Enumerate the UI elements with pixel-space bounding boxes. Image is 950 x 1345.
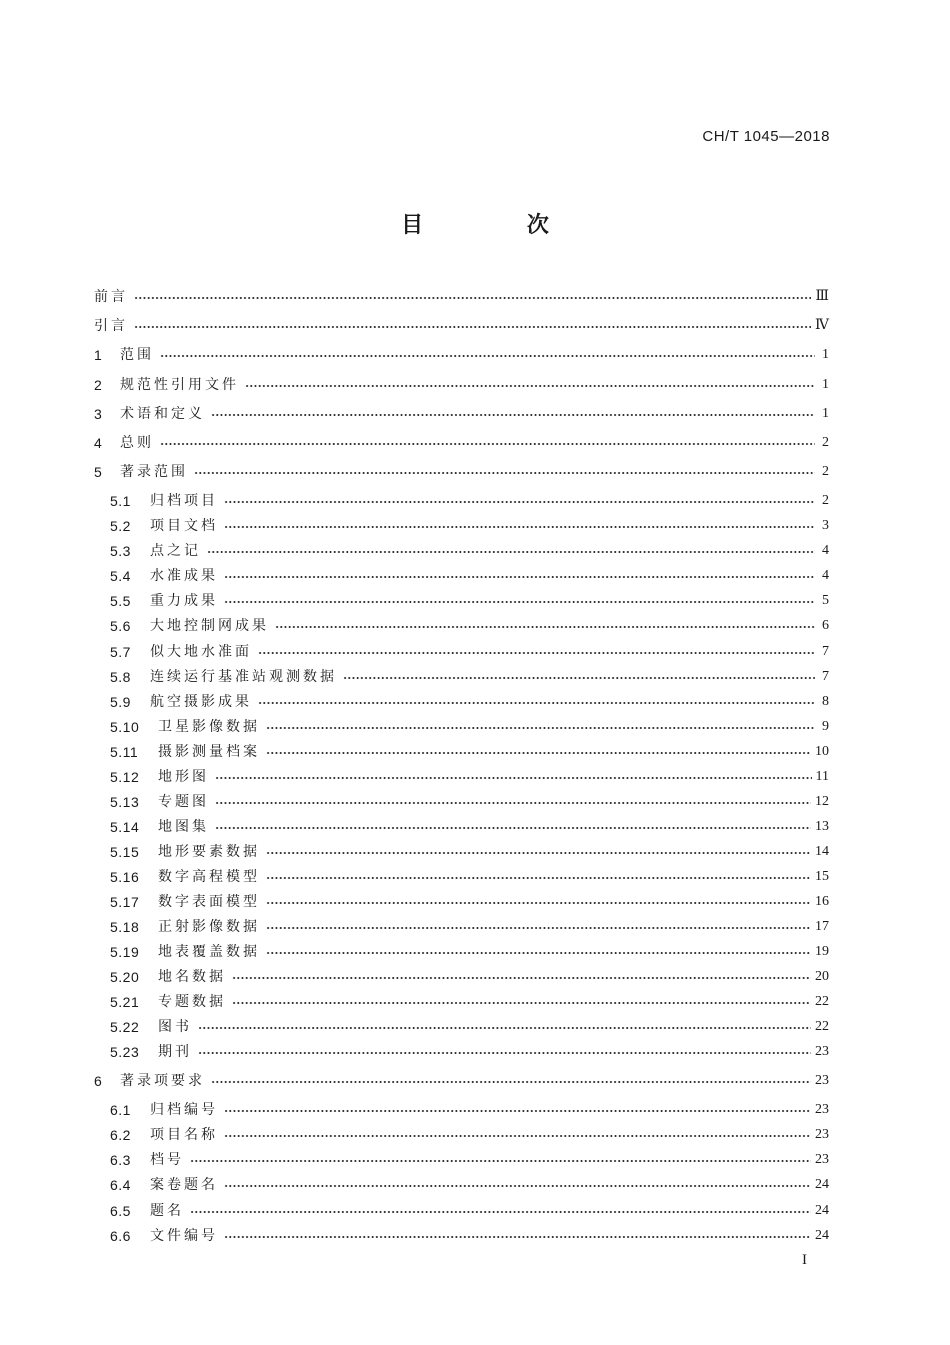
toc-entry[interactable] bbox=[110, 1225, 829, 1247]
toc-dot-leader bbox=[224, 501, 815, 503]
toc-entry-number: 2 bbox=[94, 376, 103, 393]
toc-entry-number: 6.4 bbox=[110, 1177, 131, 1194]
toc-entry-page: 5 bbox=[822, 593, 829, 609]
toc-entry-number: 5.13 bbox=[110, 793, 140, 810]
toc-dot-leader bbox=[245, 385, 815, 387]
toc-dot-leader bbox=[211, 414, 815, 416]
toc-entry-number: 5.21 bbox=[110, 994, 140, 1011]
toc-entry[interactable] bbox=[110, 841, 829, 863]
toc-entry-label: 规范性引用文件 bbox=[120, 376, 239, 393]
toc-entry-label: 著录范围 bbox=[120, 464, 188, 481]
toc-dot-leader bbox=[275, 626, 815, 628]
toc-entry[interactable] bbox=[110, 1016, 829, 1038]
toc-entry-label: 前言 bbox=[94, 289, 128, 305]
toc-entry-label: 项目名称 bbox=[150, 1127, 218, 1144]
toc-entry[interactable] bbox=[94, 461, 829, 483]
toc-dot-leader bbox=[266, 952, 811, 954]
toc-entry-number: 5.8 bbox=[110, 668, 131, 685]
toc-entry-number: 5.17 bbox=[110, 894, 140, 910]
toc-entry-number: 5.16 bbox=[110, 868, 140, 885]
toc-dot-leader bbox=[266, 927, 811, 929]
toc-entry-page: 24 bbox=[815, 1202, 829, 1218]
toc-entry-label: 地形要素数据 bbox=[158, 843, 260, 860]
toc-entry-page: 22 bbox=[815, 1019, 829, 1035]
toc-entry-number: 5.9 bbox=[110, 693, 131, 710]
toc-entry[interactable] bbox=[110, 716, 829, 738]
toc-dot-leader bbox=[198, 1027, 811, 1029]
toc-entry-page: 17 bbox=[815, 919, 829, 935]
toc-entry[interactable] bbox=[110, 941, 829, 963]
toc-dot-leader bbox=[190, 1211, 811, 1213]
toc-entry-page: 24 bbox=[815, 1177, 829, 1193]
toc-dot-leader bbox=[266, 727, 815, 729]
toc-entry-page: 19 bbox=[815, 944, 829, 960]
toc-dot-leader bbox=[160, 355, 815, 357]
toc-dot-leader bbox=[258, 702, 815, 704]
toc-entry[interactable] bbox=[94, 344, 829, 366]
toc-dot-leader bbox=[198, 1052, 811, 1054]
toc-entry[interactable] bbox=[94, 403, 829, 425]
toc-dot-leader bbox=[224, 576, 815, 578]
toc-dot-leader bbox=[211, 1081, 811, 1083]
toc-entry-page: 23 bbox=[815, 1044, 829, 1060]
toc-entry[interactable] bbox=[110, 1174, 829, 1196]
toc-entry[interactable] bbox=[110, 866, 829, 888]
toc-entry-page: 23 bbox=[815, 1127, 829, 1143]
toc-entry-label: 连续运行基准站观测数据 bbox=[150, 668, 337, 685]
toc-entry-page: 7 bbox=[822, 643, 829, 659]
toc-entry-label: 水准成果 bbox=[150, 568, 218, 585]
toc-entry[interactable] bbox=[110, 490, 829, 512]
toc-dot-leader bbox=[194, 472, 815, 474]
toc-entry-page: 16 bbox=[815, 894, 829, 909]
toc-entry[interactable] bbox=[110, 891, 829, 913]
toc-entry-number: 5.20 bbox=[110, 969, 140, 986]
toc-entry-page: 24 bbox=[815, 1227, 829, 1243]
toc-entry-number: 6.3 bbox=[110, 1152, 131, 1169]
toc-dot-leader bbox=[224, 1185, 811, 1187]
toc-entry-label: 题名 bbox=[150, 1202, 184, 1219]
toc-entry-number: 5.10 bbox=[110, 718, 140, 735]
toc-entry-label: 案卷题名 bbox=[150, 1177, 218, 1194]
toc-entry[interactable] bbox=[110, 565, 829, 587]
toc-entry-page: 23 bbox=[815, 1102, 829, 1118]
toc-entry-number: 6 bbox=[94, 1073, 103, 1090]
toc-entry-number: 5.18 bbox=[110, 919, 140, 936]
toc-dot-leader bbox=[232, 977, 811, 979]
toc-entry[interactable] bbox=[110, 1041, 829, 1063]
toc-entry-label: 数字高程模型 bbox=[158, 868, 260, 885]
toc-dot-leader bbox=[224, 526, 815, 528]
toc-entry-page: 14 bbox=[815, 843, 829, 859]
toc-entry[interactable] bbox=[110, 615, 829, 637]
toc-entry-page: 1 bbox=[822, 347, 829, 363]
toc-entry[interactable] bbox=[94, 432, 829, 454]
toc-entry-page: Ⅳ bbox=[815, 318, 829, 334]
toc-entry-page: 9 bbox=[822, 718, 829, 734]
toc-entry-label: 术语和定义 bbox=[120, 405, 205, 422]
toc-entry-label: 专题数据 bbox=[158, 994, 226, 1011]
toc-entry[interactable] bbox=[110, 966, 829, 988]
toc-dot-leader bbox=[224, 1236, 811, 1238]
toc-entry-label: 卫星影像数据 bbox=[158, 718, 260, 735]
toc-entry-page: 2 bbox=[822, 493, 829, 509]
toc-dot-leader bbox=[266, 852, 811, 854]
toc-dot-leader bbox=[190, 1160, 811, 1162]
standard-code: CH/T 1045—2018 bbox=[702, 128, 830, 145]
toc-entry-number: 5.22 bbox=[110, 1019, 140, 1036]
toc-entry-number: 5.19 bbox=[110, 944, 140, 961]
toc-entry-page: 12 bbox=[815, 793, 829, 809]
toc-entry-number: 5.15 bbox=[110, 843, 140, 860]
toc-entry-label: 点之记 bbox=[150, 543, 201, 560]
toc-entry[interactable] bbox=[110, 515, 829, 537]
toc-entry-page: 4 bbox=[822, 543, 829, 559]
toc-entry[interactable] bbox=[110, 691, 829, 713]
toc-entry-page: 13 bbox=[815, 818, 829, 834]
toc-entry-page: 22 bbox=[815, 994, 829, 1010]
toc-dot-leader bbox=[215, 827, 811, 829]
toc-entry-label: 地表覆盖数据 bbox=[158, 944, 260, 961]
toc-entry-page: 1 bbox=[822, 376, 829, 392]
toc-entry[interactable] bbox=[110, 1149, 829, 1171]
toc-entry-label: 似大地水准面 bbox=[150, 643, 252, 660]
toc-entry-number: 5.23 bbox=[110, 1044, 140, 1061]
toc-entry-page: 2 bbox=[822, 464, 829, 480]
toc-entry-label: 归档项目 bbox=[150, 493, 218, 510]
toc-entry-number: 5.11 bbox=[110, 743, 139, 760]
toc-entry-label: 文件编号 bbox=[150, 1227, 218, 1244]
toc-entry-number: 5.14 bbox=[110, 818, 140, 835]
toc-entry-page: 23 bbox=[815, 1073, 829, 1089]
toc-entry-page: 2 bbox=[822, 435, 829, 450]
toc-entry[interactable] bbox=[110, 766, 829, 788]
toc-entry-label: 地形图 bbox=[158, 768, 209, 785]
toc-entry-number: 5.1 bbox=[110, 493, 131, 510]
toc-entry-number: 5 bbox=[94, 464, 103, 481]
toc-entry-number: 5.12 bbox=[110, 768, 140, 785]
toc-entry[interactable] bbox=[110, 791, 829, 813]
toc-entry-label: 著录项要求 bbox=[120, 1073, 205, 1090]
toc-entry[interactable] bbox=[110, 1099, 829, 1121]
table-of-contents bbox=[94, 0, 829, 1345]
page-number: I bbox=[802, 1252, 807, 1268]
toc-entry-label: 航空摄影成果 bbox=[150, 693, 252, 710]
toc-entry-page: 1 bbox=[822, 405, 829, 421]
toc-entry[interactable] bbox=[110, 641, 829, 663]
page-title: 目 次 bbox=[401, 213, 597, 238]
toc-entry[interactable] bbox=[94, 315, 829, 337]
toc-entry-number: 5.4 bbox=[110, 568, 131, 585]
toc-entry-number: 6.5 bbox=[110, 1202, 131, 1219]
toc-dot-leader bbox=[266, 902, 811, 904]
toc-entry-label: 项目文档 bbox=[150, 518, 218, 535]
toc-entry-label: 地名数据 bbox=[158, 969, 226, 986]
toc-entry-page: 7 bbox=[822, 668, 829, 684]
toc-dot-leader bbox=[258, 652, 815, 654]
toc-dot-leader bbox=[215, 802, 811, 804]
toc-dot-leader bbox=[224, 601, 815, 603]
toc-entry-label: 大地控制网成果 bbox=[150, 618, 269, 635]
toc-entry[interactable] bbox=[110, 590, 829, 612]
toc-entry-label: 档号 bbox=[150, 1152, 184, 1169]
toc-entry-label: 总则 bbox=[120, 435, 154, 451]
toc-entry-page: 10 bbox=[815, 743, 829, 759]
toc-entry-page: 3 bbox=[822, 518, 829, 534]
toc-entry-label: 摄影测量档案 bbox=[158, 743, 260, 760]
toc-entry-page: Ⅲ bbox=[815, 289, 829, 304]
toc-entry-label: 正射影像数据 bbox=[158, 919, 260, 936]
toc-entry[interactable] bbox=[110, 916, 829, 938]
toc-entry[interactable] bbox=[94, 374, 829, 396]
toc-entry-number: 5.5 bbox=[110, 593, 131, 610]
toc-entry-page: 4 bbox=[822, 568, 829, 584]
toc-entry-number: 1 bbox=[94, 347, 103, 364]
toc-entry[interactable] bbox=[94, 1070, 829, 1092]
toc-entry[interactable] bbox=[110, 540, 829, 562]
toc-entry-label: 引言 bbox=[94, 318, 128, 335]
toc-entry-page: 6 bbox=[822, 618, 829, 634]
toc-entry-page: 20 bbox=[815, 969, 829, 985]
toc-entry-label: 范围 bbox=[120, 347, 154, 364]
toc-entry-number: 5.2 bbox=[110, 518, 131, 535]
toc-dot-leader bbox=[160, 443, 815, 445]
toc-entry-number: 5.7 bbox=[110, 643, 131, 660]
toc-entry-number: 6.6 bbox=[110, 1227, 131, 1244]
toc-dot-leader bbox=[232, 1002, 811, 1004]
toc-entry-page: 8 bbox=[822, 693, 829, 709]
toc-dot-leader bbox=[215, 777, 812, 779]
toc-entry-page: 11 bbox=[815, 768, 829, 784]
toc-entry-label: 数字表面模型 bbox=[158, 894, 260, 910]
toc-entry[interactable] bbox=[110, 991, 829, 1013]
toc-entry-number: 5.3 bbox=[110, 543, 131, 560]
toc-entry[interactable] bbox=[110, 816, 829, 838]
toc-entry-label: 地图集 bbox=[158, 818, 209, 835]
toc-dot-leader bbox=[266, 752, 811, 754]
toc-entry-label: 期刊 bbox=[158, 1044, 192, 1061]
toc-entry-label: 重力成果 bbox=[150, 593, 218, 610]
toc-dot-leader bbox=[224, 1135, 811, 1137]
toc-entry-label: 归档编号 bbox=[150, 1102, 218, 1119]
toc-dot-leader bbox=[343, 677, 815, 679]
toc-entry-number: 6.1 bbox=[110, 1102, 131, 1119]
toc-dot-leader bbox=[134, 326, 811, 328]
toc-entry-number: 4 bbox=[94, 435, 103, 451]
toc-dot-leader bbox=[266, 877, 811, 879]
toc-entry-number: 6.2 bbox=[110, 1127, 131, 1144]
toc-entry-page: 23 bbox=[815, 1152, 829, 1168]
toc-entry[interactable] bbox=[110, 741, 829, 763]
toc-entry-label: 图书 bbox=[158, 1019, 192, 1036]
toc-entry-label: 专题图 bbox=[158, 793, 209, 810]
toc-dot-leader bbox=[207, 551, 815, 553]
toc-entry[interactable] bbox=[94, 286, 829, 308]
toc-entry-number: 5.6 bbox=[110, 618, 131, 635]
toc-entry[interactable] bbox=[110, 1200, 829, 1222]
toc-entry[interactable] bbox=[110, 666, 829, 688]
toc-entry-page: 15 bbox=[815, 868, 829, 884]
toc-dot-leader bbox=[224, 1110, 811, 1112]
toc-entry[interactable] bbox=[110, 1124, 829, 1146]
toc-entry-number: 3 bbox=[94, 405, 103, 422]
toc-dot-leader bbox=[134, 297, 811, 299]
